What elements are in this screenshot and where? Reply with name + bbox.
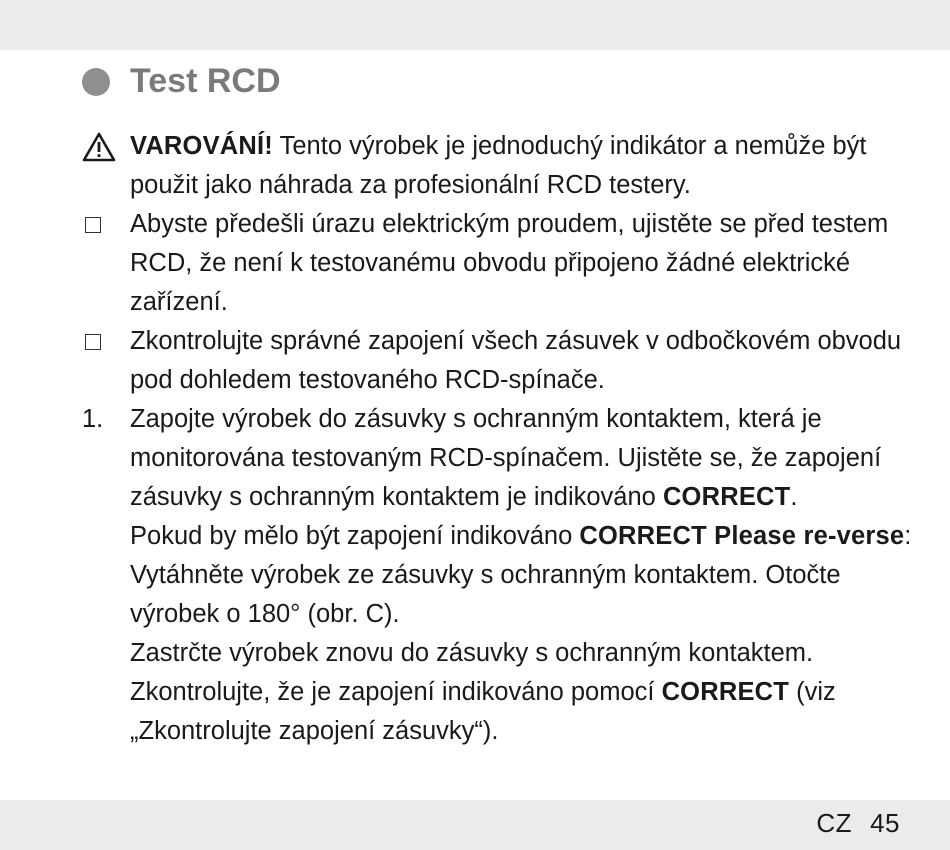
check-text: Abyste předešli úrazu elektrickým proudem, ujistěte se před testem RCD, že není k testovanému obvodu připojeno žádné elektrické zařízení. [130, 210, 889, 316]
section-heading [82, 62, 281, 101]
bullet-dot-icon [82, 68, 110, 96]
warning-block [82, 127, 912, 205]
correct-indicator-text: CORRECT [662, 483, 791, 511]
page-footer [816, 808, 900, 839]
bottom-band [0, 800, 950, 850]
check-item [82, 322, 912, 400]
check-text: Zkontrolujte správné zapojení všech zásuvek v odbočkovém obvodu pod dohledem testovaného RCD-spínače. [130, 327, 902, 394]
top-band [0, 0, 950, 50]
checkbox-icon [85, 217, 101, 233]
correct-indicator-text: CORRECT [661, 678, 790, 706]
warning-label: VAROVÁNÍ! [130, 132, 273, 160]
step-paragraph-2: Pokud by mělo být zapojení indikováno CORRECT Please re-verse: Vytáhněte výrobek ze zásuvky s ochranným kontaktem. Otočte výrobek o 180° (obr. C). [130, 522, 912, 628]
step-number: 1. [82, 405, 104, 433]
language-code: CZ [816, 808, 853, 838]
warning-triangle-icon [82, 132, 116, 162]
warning-text: Tento výrobek je jednoduchý indikátor a nemůže být použit jako náhrada za profesionální RCD testery. [130, 132, 867, 199]
checkbox-icon [85, 334, 101, 350]
warning-paragraph [130, 127, 912, 205]
correct-reverse-text: CORRECT Please re-verse [579, 522, 905, 550]
step-paragraph-3: Zastrčte výrobek znovu do zásuvky s ochranným kontaktem. Zkontrolujte, že je zapojení indikováno pomocí CORRECT (viz „Zkontrolujte zapojení zásuvky“). [130, 639, 836, 745]
step-item [82, 400, 912, 751]
check-item [82, 205, 912, 322]
document-body [82, 127, 912, 751]
page-number: 45 [870, 808, 900, 838]
step-paragraph-1: Zapojte výrobek do zásuvky s ochranným kontaktem, která je monitorována testovaným RCD-spínačem. Ujistěte se, že zapojení zásuvky s ochranným kontaktem je indikováno CORRECT. [130, 405, 882, 511]
section-title: Test RCD [130, 62, 281, 100]
